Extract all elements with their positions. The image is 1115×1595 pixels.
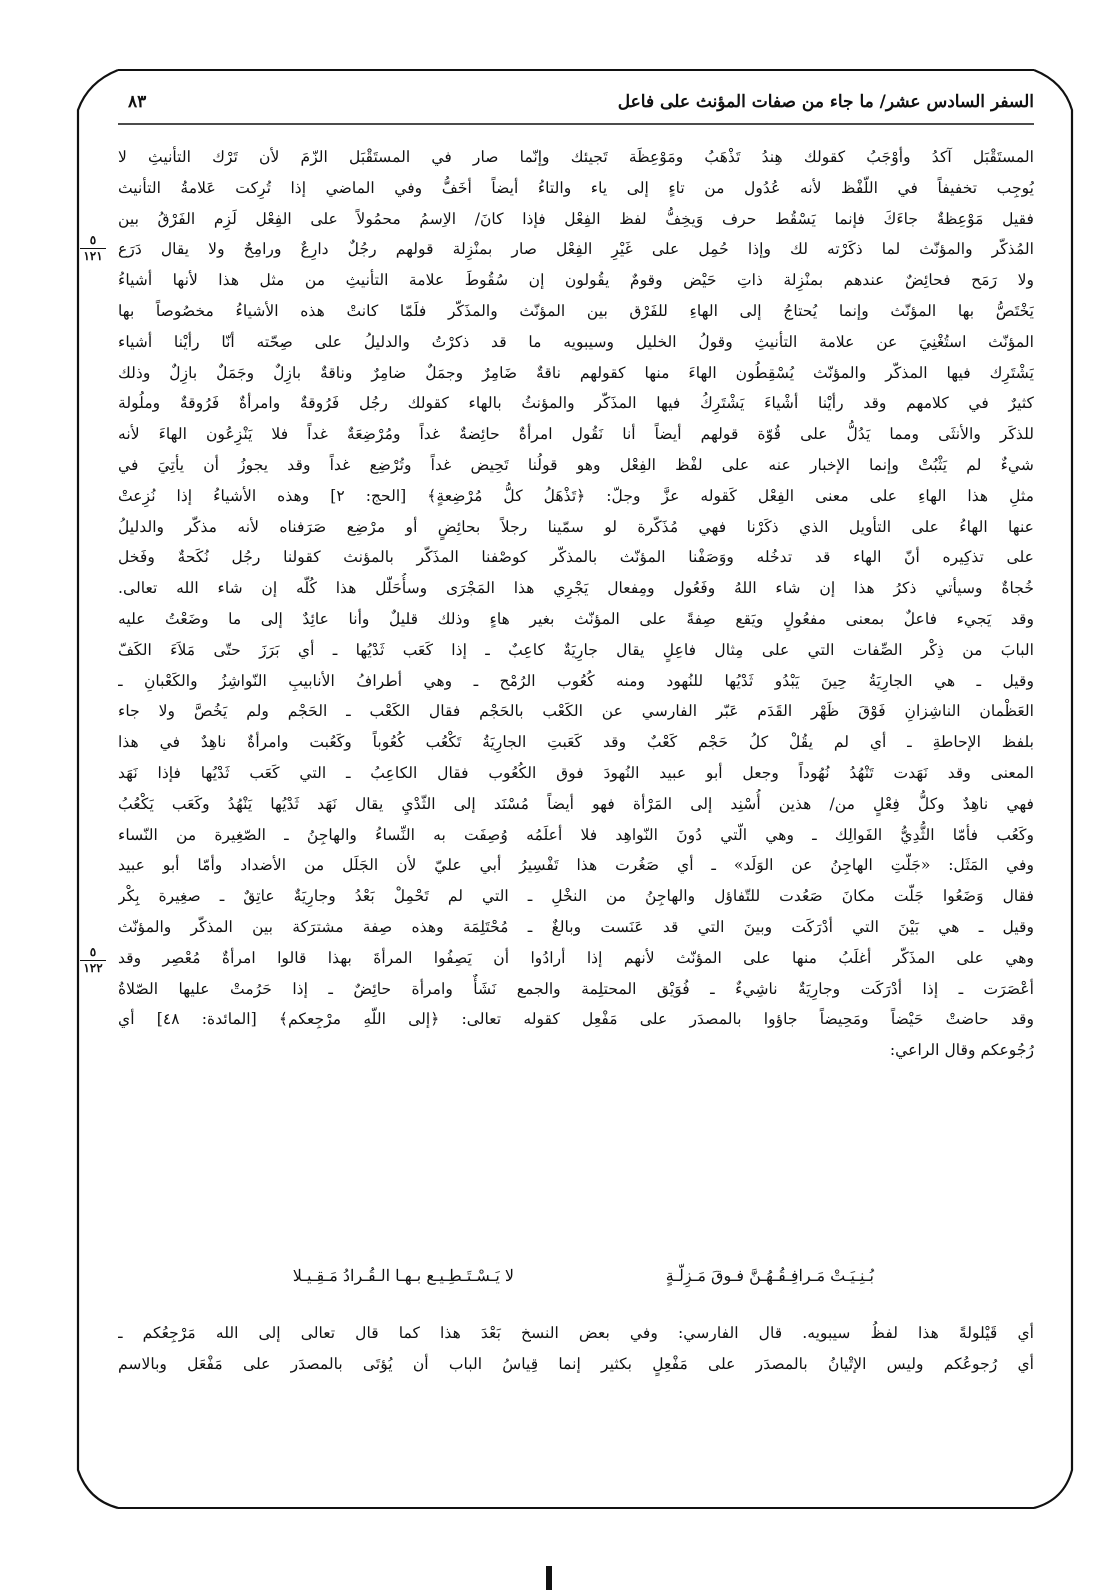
text-line: يُوجِب تخفيفاً في اللّفْظ لأنه عُدُول من تاءٍ إلى ياء والتاءُ أيضاً أخَفُّ وفي الماضي إذا تُرِكت عَلامةُ التأنيث [118,178,1034,197]
verse-first-hemistich: بُـنِـيَـتْ مَـرافِـقُـهُـنَّ فـوقَ مَـزِلّـةٍ [665,1266,874,1285]
text-line: كثيرٌ في كلامهم وقد رأيْنا أشْياءَ يَشْتَرِكُ فيها المذَكّر والمؤنثُ بالهاء كقولك رجُل فَرُوقةٌ وامرأةٌ فَرُوقةٌ وملُولة [118,394,1034,413]
poetry-verse [118,1262,1034,1298]
text-line: يَخْتَصُّ بها المؤنّث وإنما يُحتاجُ إلى الهاءِ للفَرْق بين المؤنّث والمذَكّر فلَمّا كانتْ هذه الأشياءُ مخصُوصاً بها [118,301,1034,320]
text-line: رُجُوعكم وقال الراعي: [889,1041,1034,1060]
running-title: السفر السادس عشر/ ما جاء من صفات المؤنث على فاعل [617,92,1034,112]
text-line: خُجاةٌ وسيأتي ذكرُ هذا إن شاء اللهُ وفَعُول ومِفعال يَجْرِي هذا المَجْرَى وسأُحَلّل هذا كُلّه إن شاء الله تعالى. [118,579,1034,598]
text-line: أي قَيْلولةً هذا لفظُ سيبويه. قال الفارسي: وفي بعض النسخ بَعْدَ هذا كما قال تعالى إلى الله مَرْجِعُكم ـ [118,1324,1034,1342]
page-number: ٨٣ [128,92,147,112]
margin-reference: ٥ ١٢٢ [78,946,108,975]
text-line: على تذكِيره أنّ الهاء قد تدخُله ووَصَفْنا المؤنّث بالمذكّر كوصْفنا المذَكّر بالمؤنث كقولنا رجُل نُكَحةٌ وفَخل [118,548,1034,567]
text-line: البابَ من ذِكْر الصِّفات التي على مِثال فاعِلٍ يقال جارِيَةٌ كاعِبٌ ـ إذا كَعَب ثَدْيُها ـ أي بَرَزَ حتّى مَلاَءَ الكَفّ [118,640,1034,659]
text-line: وقد حاضتْ حَيْضاً ومَحِيضاً جاؤوا بالمصدَر على مَفْعِل كقوله تعالى: ﴿إلى اللّهِ مرْجِعكم﴾ [المائدة: ٤٨] أي [118,1010,1034,1029]
text-line: فقيل مَوْعِظةٌ جاءَكَ فإنما يَسْقُط حرف وَيخِفُّ لفظ الفِعْل فإذا كانَ/ الاِسمُ محمُولاً على الفِعْل لَزِم الفَرْقُ بين [118,209,1034,228]
text-line: المؤنّث استُغْنِيَ عن علامة التأنيثِ وقولُ الخليل وسيبويه ما قد ذكرْتُ والدليلُ على صِحّته أنّا رأيْنا أشياء [118,332,1034,351]
text-line: وقد يَجيء فاعلٌ بمعنى مفعُولٍ ويَقع صِفةً على المؤنّث بغير هاءٍ وذلك قليلٌ وأنا عائِدٌ إلى ما وضَعْتُ عليه [118,609,1034,628]
scan-edge-mark [546,1566,552,1590]
text-line: العَظْمان الناشِزانِ فَوْقَ ظَهْر القَدَم عَبّر الفارسي عن الكَعْب بالحَجْم فقال الكَعْب ـ الحَجْم ولم يَخُصَّ ولا جاء [118,702,1034,721]
text-line: يَشْتَرِك فيها المذكّر والمؤنّث يُسْقِطُون الهاءَ منها كقولهم ناقةٌ ضَامِرٌ وجمَلٌ ضامِرٌ وناقةٌ بازِلٌ وجَمَلٌ بازِلٌ وذلك [118,363,1034,382]
text-line: وهي على المذَكّر أغلَبُ منها على المؤنّث لأنهم إذا أرادُوا أن يَصِفُوا المرأةَ بهذا قالوا امرأةٌ مُعْصِر وقد [118,948,1034,967]
text-line: وفي المَثَل: «جَلّتِ الهاجِنُ عن الوَلَد» ـ أي صَغُرت هذا تَفْسِيرُ أبي عليّ لأن الجَلَل من الأضداد وأمّا أبو عبيد [118,856,1034,875]
text-line: أعْصَرَت ـ إذا أدْرَكَت وجارِيَةٌ ناشِيءٌ ـ فُوَيْق المحتلِمة والجمع نَشَأٌ وامرأة حائِضٌ ـ إذا حَرُمتْ عليها الصّلاةُ [118,979,1034,998]
text-line: المعنى وقد نَهَدت تَنْهُدُ نُهُوداً وجعل أبو عبيد النُهودَ فوق الكُعُوب فقال الكاعِبُ ـ التي كَعَب ثَدْيُها فإذا نَهَد [118,763,1034,782]
text-line: ولا رَمَح فحائِضٌ عندهم بمنْزِلة ذاتِ حَيْض وقومٌ يقُولون إن سُقُوطَ علامة التأنيثِ من مثل هذا لأنها أشياءُ [118,271,1034,290]
main-text-block [118,142,1034,1066]
page-header [118,86,1034,120]
text-line: وكَعُب فأمّا الثُّدِيُّ الفَوالِك ـ وهي الّتي دُونَ النّواهِد فلا أعلَمُه وُصِفَت به النِّساءُ والهاجِنُ ـ الصّغِيرة من النّساء [118,825,1034,844]
text-line: شيءٌ لم يَثْبُتْ وإنما الإخبار عنه على لفْظ الفِعْل وهو قولُنا تَحِيض غداً وتُرْضِع غداً وقد يجوزُ أن يأتِيَ في [118,455,1034,474]
text-line: المُذكّر والمؤنّث لما ذكَرْته لك وإذا حُمِل على غَيْرِ الفِعْل صار بمنْزِلة قولهم رجُلٌ دارِعٌ ورامِحٌ ولا يقال دَرَع [118,240,1034,259]
text-line: فقال وَضَعُوا جَلّت مكانَ صَعُدت للتّفاؤل والهاجِنُ من النخْلِ ـ التي لم تَحْمِلْ بَعْدُ وجارِيَةٌ عاتِقٌ ـ صغِيرة بِكْر [118,887,1034,906]
text-line: عنها الهاءُ على التأويل الذي ذكَرْنا فهي مُذَكّرة لو سمّينا رجلاً بحائِضٍ أو مرْضِع صَرَفناه لأنه مذكّر والدليلُ [118,517,1034,536]
text-line: أي رُجوعُكم وليس الإتْيانُ بالمصدَر على مَفْعِلٍ بكثير إنما قِياسُ الباب أن يُؤتَى بالمصدَر على مَفْعَل وبالاسم [118,1355,1034,1373]
verse-second-hemistich: لا يَـسْـتَـطِـيـع بـهـا الـقُـرادُ مَـقِـيـلا [292,1266,514,1285]
text-line: بلفظ الإحاطةِ ـ أي لم يقُلْ كلُ حَجْم كَعْبٌ وقد كَعَبتِ الجارِيَةُ تَكْعُب كُعُوباً وكَعُبت وامرأةٌ ناهِدٌ في هذا [118,733,1034,752]
text-line: فهي ناهِدٌ وكلُّ فِعْلٍ من/ هذين أُسْنِد إلى المَرْأة فهو أيضاً مُسْنَد إلى الثّدْيِ يقال نَهَد ثَدْيُها يَنْهُدُ وكَعَب يَكْعُبُ [118,794,1034,813]
text-line: وقيل ـ هي الجارِيَةُ حِينَ يَبْدُو ثَدْيُها للنُهود ومنه كُعُوب الرُمْح ـ وهي أطرافُ الأنابيبِ النّواشِزُ والكَعْبانِ ـ [118,671,1034,690]
continuation-text-block [118,1318,1034,1380]
text-line: للذكَر والأنثَى ومما يَدُلُّ على قُوّة قولهم أيضاً أنا نَقُول امرأةٌ حائِضةٌ غداً ومُرْضِعَةٌ غداً فلا يَنْزِعُون الهاءَ لأنه [118,425,1034,444]
text-line: مثلِ هذا الهاءِ على معنى الفِعْل كَقوله عزَّ وجلّ: ﴿تَذْهَلُ كلُّ مُرْضِعةٍ﴾ [الحج: ٢] وهذه الأشياءُ إذا نُزِعتْ [118,486,1034,505]
text-line: المستَقْبَل آكدُ وأوْجَبُ كقولك هِندُ تَذْهَبُ ومَوْعِظَة تَجيئك وإنّما صار في المستَقْبَل الزّمَ لأن تَرْك التأنيثِ لا [118,148,1034,166]
margin-reference: ٥ ١٢١ [78,234,108,263]
text-line: وقيل ـ هي بَيْنَ التي أدْرَكَت وبينَ التي قد عَنَست وبالغٌ ـ مُحْتَلِمَة وهذه صِفة مشترَكة بين المذكّر والمؤنّث [118,917,1034,936]
